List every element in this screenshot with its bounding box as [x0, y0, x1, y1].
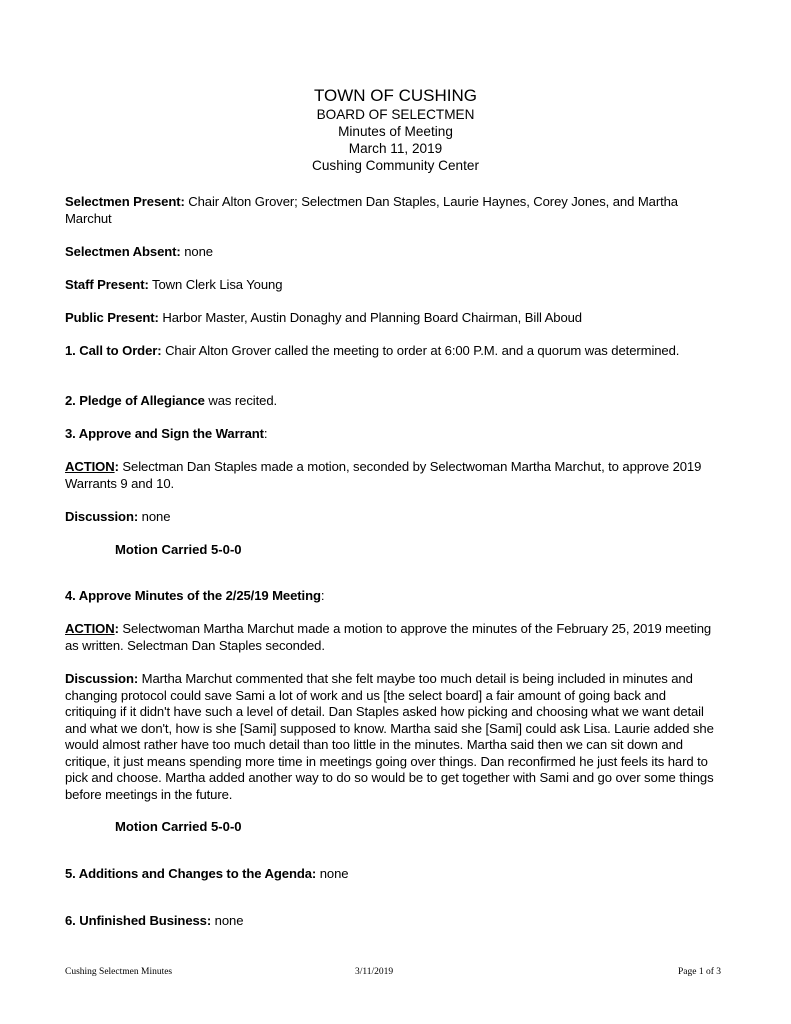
- discussion-label: Discussion:: [65, 509, 139, 524]
- action-label: ACTION: [65, 621, 115, 636]
- warrant-label: 3. Approve and Sign the Warrant: [65, 426, 264, 441]
- document-header: [0, 86, 791, 174]
- public-present-label: Public Present:: [65, 310, 159, 325]
- pledge-text: was recited.: [204, 393, 278, 408]
- meeting-date: March 11, 2019: [348, 141, 443, 156]
- board-name: BOARD OF SELECTMEN: [316, 107, 475, 122]
- selectmen-present-value: Chair Alton Grover; Selectmen Dan Staples, Laurie Haynes, Corey Jones, and Martha Marchut: [65, 194, 678, 226]
- staff-present-label: Staff Present:: [65, 277, 149, 292]
- unfinished-business: [65, 913, 720, 930]
- selectmen-present: [65, 194, 720, 227]
- footer-page-number: Page 1 of 3: [678, 967, 722, 977]
- public-present: [65, 310, 720, 327]
- warrant-discussion: [65, 509, 720, 526]
- document-type: Minutes of Meeting: [338, 124, 453, 139]
- motion-carried-warrant: Motion Carried 5-0-0: [115, 542, 242, 557]
- motion-carried-minutes: Motion Carried 5-0-0: [115, 819, 242, 834]
- selectmen-absent-value: none: [180, 244, 213, 259]
- public-present-value: Harbor Master, Austin Donaghy and Planning Board Chairman, Bill Aboud: [158, 310, 582, 325]
- pledge-label: 2. Pledge of Allegiance: [65, 393, 205, 408]
- footer-date: 3/11/2019: [355, 967, 394, 977]
- minutes-colon: :: [320, 588, 325, 603]
- approve-warrant-heading: [65, 426, 720, 443]
- pledge-of-allegiance: [65, 393, 720, 410]
- call-to-order-text: Chair Alton Grover called the meeting to order at 6:00 P.M. and a quorum was determined.: [161, 343, 680, 358]
- selectmen-absent: [65, 244, 720, 261]
- minutes-label: 4. Approve Minutes of the 2/25/19 Meeting: [65, 588, 321, 603]
- unfinished-label: 6. Unfinished Business:: [65, 913, 212, 928]
- discussion-label: Discussion:: [65, 671, 139, 686]
- action-colon: :: [114, 621, 119, 636]
- staff-present-value: Town Clerk Lisa Young: [148, 277, 283, 292]
- town-name: TOWN OF CUSHING: [313, 86, 478, 105]
- unfinished-text: none: [211, 913, 244, 928]
- call-to-order-label: 1. Call to Order:: [65, 343, 162, 358]
- additions-text: none: [316, 866, 349, 881]
- minutes-action-text: Selectwoman Martha Marchut made a motion to approve the minutes of the February 25, 2019 meeting as written. Selectman Dan Staples seconded.: [65, 621, 712, 653]
- selectmen-present-label: Selectmen Present:: [65, 194, 185, 209]
- footer-left: Cushing Selectmen Minutes: [65, 967, 173, 977]
- warrant-action: [65, 459, 720, 492]
- meeting-location: Cushing Community Center: [312, 158, 479, 173]
- minutes-discussion: [65, 671, 720, 803]
- staff-present: [65, 277, 720, 294]
- warrant-discussion-text: none: [138, 509, 171, 524]
- minutes-discussion-text: Martha Marchut commented that she felt maybe too much detail is being included in minutes and changing protocol could save Sami a lot of work and us [the select board] a fair amount of going back and critiquing if it didn't have such a level of detail. Dan Staples asked how picking and choosing what we want detail and what we don't, how is she [Sami] supposed to know. Martha said she [Sami] could ask Lisa. Laurie added she would almost rather have too much detail than too little in the minutes. Martha said then we can sit down and critique, it just means spending more time in meetings going over things. Dan reconfirmed he just feels its hard to pick and choose. Martha added another way to do so would be to get together with Sami and go over some things before meetings in the future.: [65, 671, 714, 802]
- additions-and-changes: [65, 866, 720, 883]
- warrant-colon: :: [263, 426, 268, 441]
- action-colon: :: [114, 459, 119, 474]
- selectmen-absent-label: Selectmen Absent:: [65, 244, 181, 259]
- action-label: ACTION: [65, 459, 115, 474]
- call-to-order: [65, 343, 720, 360]
- warrant-action-text: Selectman Dan Staples made a motion, seconded by Selectwoman Martha Marchut, to approve 2019 Warrants 9 and 10.: [65, 459, 702, 491]
- additions-label: 5. Additions and Changes to the Agenda:: [65, 866, 317, 881]
- approve-minutes-heading: [65, 588, 720, 605]
- minutes-action: [65, 621, 720, 654]
